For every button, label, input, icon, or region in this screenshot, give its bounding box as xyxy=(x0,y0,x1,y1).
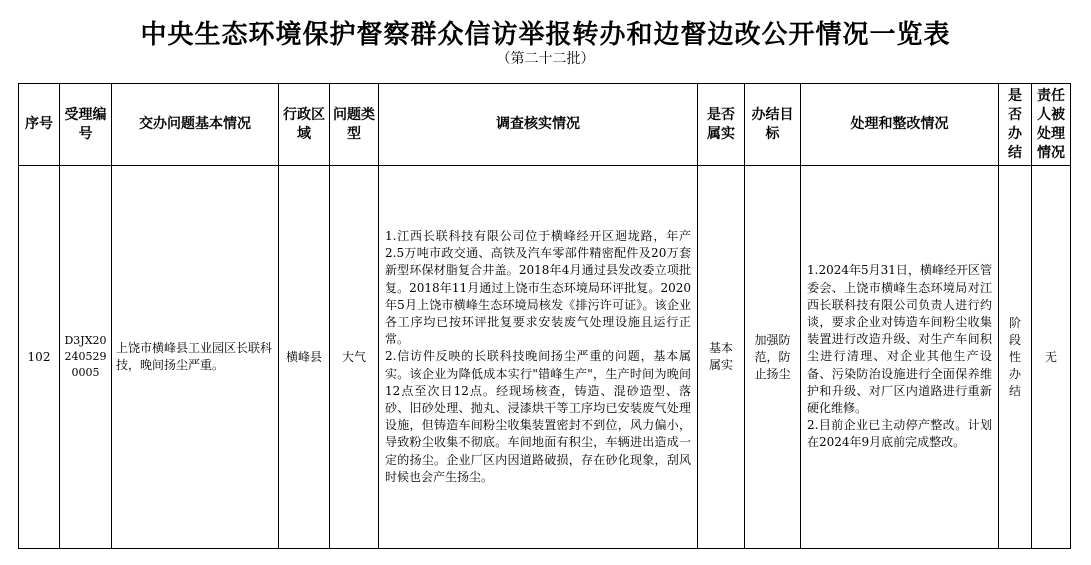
cell-type: 大气 xyxy=(330,166,379,549)
cell-basic: 上饶市横峰县工业园区长联科技，晚间扬尘严重。 xyxy=(112,166,279,549)
cell-id: D3JX20240529 0005 xyxy=(60,166,112,549)
cell-region: 横峰县 xyxy=(279,166,330,549)
col-header-investigation: 调查核实情况 xyxy=(379,84,698,166)
handling-paragraph-2: 2.目前企业已主动停产整改。计划在2024年9月底前完成整改。 xyxy=(807,418,992,450)
investigation-paragraph-2: 2.信访件反映的长联科技晚间扬尘严重的问题，基本属实。该企业为降低成本实行"错峰生产"，生产时间为晚间12点至次日12点。经现场核查，铸造、混砂造型、落砂、旧砂处理、抛丸、浸漆烘干等工序均已安装废气处理设施，但铸造车间粉尘收集装置密封不到位，风力偏小，导致粉尘收集不彻底。车间地面有积尘，车辆进出造成一定的扬尘。企业厂区内因道路破损，存在砂化现象，刮风时候也会产生扬尘。 xyxy=(385,349,691,484)
col-header-type: 问题类型 xyxy=(330,84,379,166)
investigation-paragraph-1: 1.江西长联科技有限公司位于横峰经开区迴垅路，年产2.5万吨市政交通、高铁及汽车零部件精密配件及20万套新型环保材脂复合井盖。2018年4月通过县发改委立项批复。2018年11月通过上饶市生态环境局环评批复。2020年5月上饶市横峰生态环境局核发《排污许可证》。该企业各工序均已按环评批复要求安装废气处理设施且运行正常。 xyxy=(385,228,691,347)
cell-accountability: 无 xyxy=(1032,166,1071,549)
col-header-handling: 处理和整改情况 xyxy=(801,84,999,166)
col-header-id: 受理编号 xyxy=(60,84,112,166)
col-header-verified: 是否属实 xyxy=(698,84,745,166)
cell-verified: 基本属实 xyxy=(698,166,745,549)
col-header-region: 行政区域 xyxy=(279,84,330,166)
cell-target: 加强防范，防止扬尘 xyxy=(745,166,801,549)
cell-investigation xyxy=(379,166,698,549)
table-header-row xyxy=(19,84,1071,166)
col-header-seq: 序号 xyxy=(19,84,60,166)
complaint-table xyxy=(18,83,1071,549)
cell-seq: 102 xyxy=(19,166,60,549)
col-header-basic: 交办问题基本情况 xyxy=(112,84,279,166)
handling-paragraph-1: 1.2024年5月31日，横峰经开区管委会、上饶市横峰生态环境局对江西长联科技有限公司负责人进行约谈，要求企业对铸造车间粉尘收集装置进行改造升级、对生产车间积尘进行清理、对企业其他生产设备、污染防治设施进行全面保养维护和升级、对厂区内道路进行重新硬化维修。 xyxy=(807,263,992,415)
cell-handling xyxy=(801,166,999,549)
batch-subtitle: （第二十二批） xyxy=(496,51,595,67)
cell-done: 阶段性办结 xyxy=(999,166,1032,549)
col-header-target: 办结目标 xyxy=(745,84,801,166)
table-row xyxy=(19,166,1071,549)
col-header-accountability: 责任人被处理情况 xyxy=(1032,84,1071,166)
col-header-done: 是否办结 xyxy=(999,84,1032,166)
page-title: 中央生态环境保护督察群众信访举报转办和边督边改公开情况一览表 xyxy=(140,20,951,50)
